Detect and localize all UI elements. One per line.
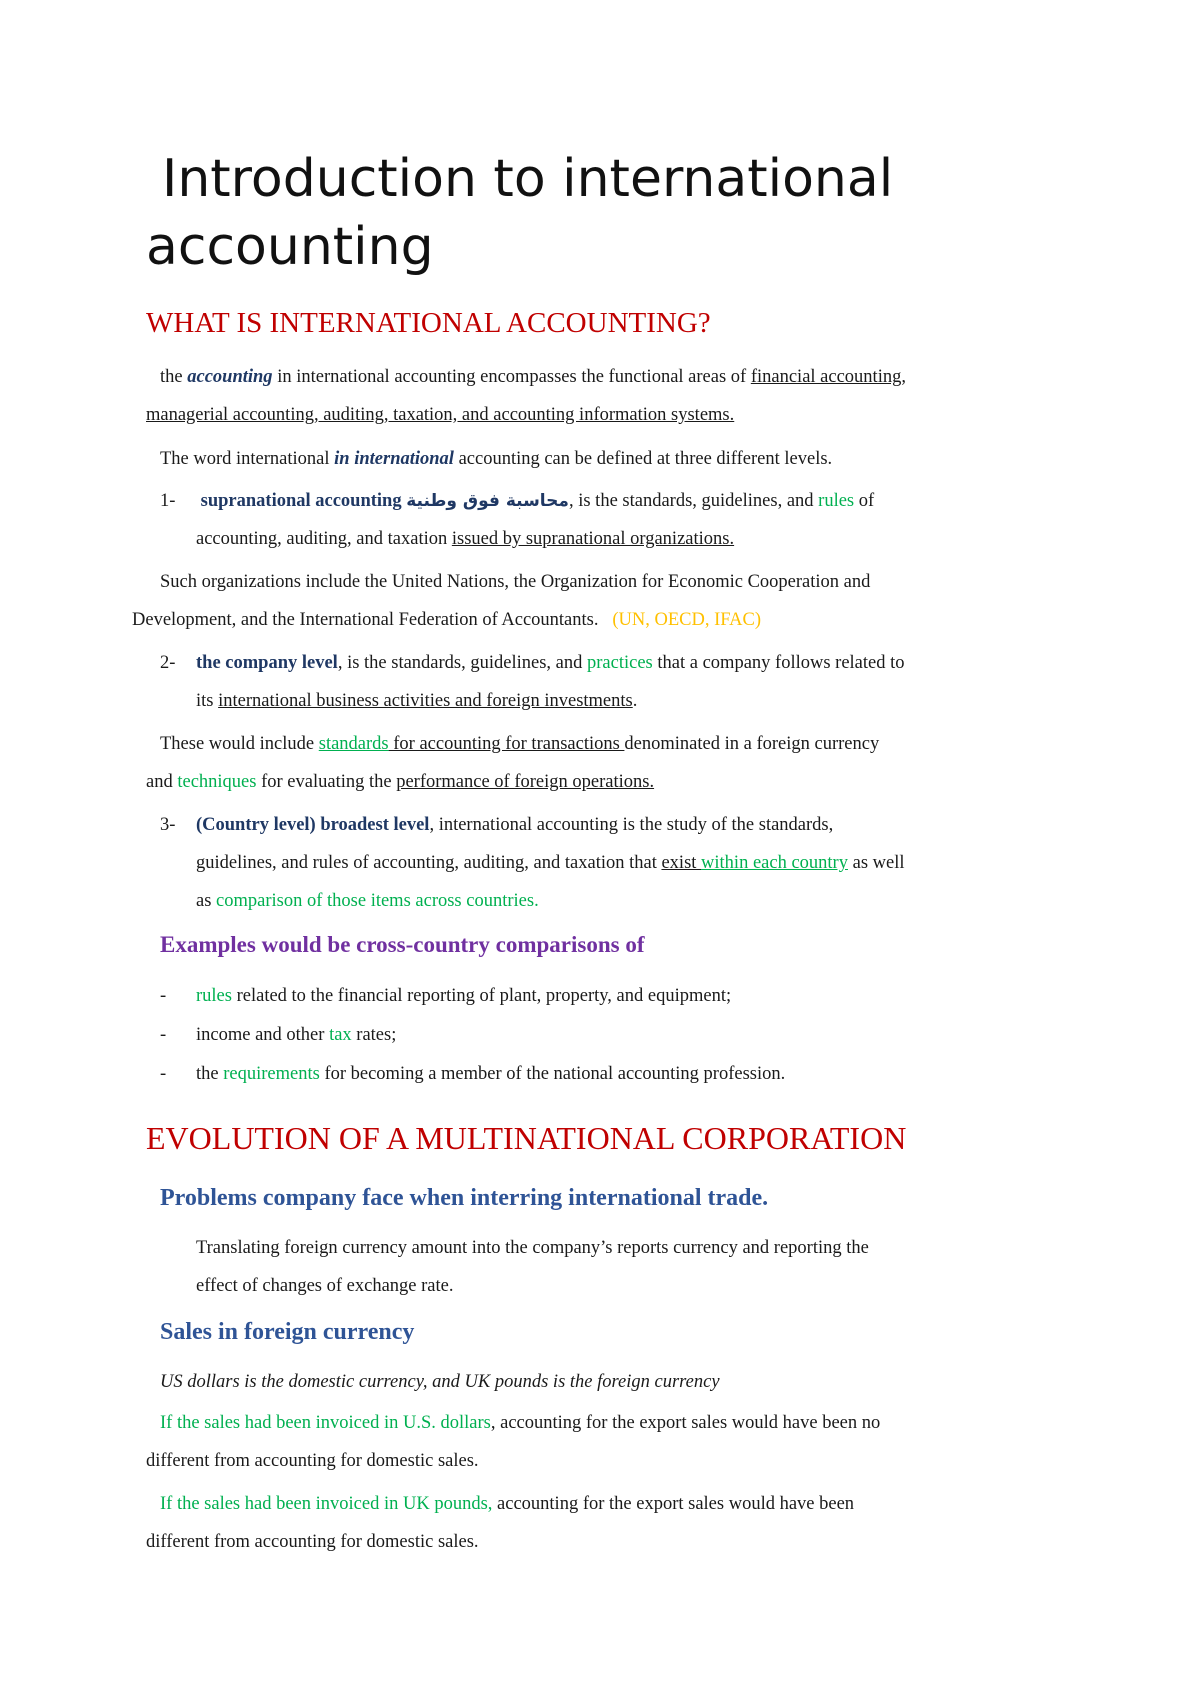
list-number: 3- [160, 815, 176, 835]
list-item-supranational: 1- supranational accounting محاسبة فوق وطنية, is the standards, guidelines, and rules of accounting, auditing, and taxation issued by supranational organizations. [160, 482, 1080, 558]
bullet-dash: - [160, 1025, 167, 1045]
list-number: 1- [160, 491, 176, 511]
bullet-dash: - [160, 986, 167, 1006]
document-title [146, 145, 1046, 281]
bullet-item-tax: - income and other tax rates; [160, 1016, 1080, 1054]
title-line-1: Introduction to international [162, 149, 894, 209]
list-item-country-level: 3- (Country level) broadest level, international accounting is the study of the standards, guidelines, and rules of accounting, auditing, and taxation that exist within each country as well as comparison of those items across countries. [160, 806, 1080, 920]
examples-heading: Examples would be cross-country comparisons of [160, 932, 645, 957]
paragraph-usd-invoice: If the sales had been invoiced in U.S. dollars, accounting for the export sales would have been no different from accounting for domestic sales. [146, 1413, 881, 1471]
list-number: 2- [160, 653, 176, 673]
list-item-company-level: 2- the company level, is the standards, guidelines, and practices that a company follows related to its international business activities and foreign investments. [160, 644, 1080, 720]
subheading-sales-foreign-currency: Sales in foreign currency [160, 1319, 415, 1345]
emphasis-accounting: accounting [187, 367, 273, 387]
emphasis-in-international: in international [334, 449, 454, 469]
title-line-2: accounting [146, 217, 434, 277]
bullet-item-rules: - rules related to the financial reporting of plant, property, and equipment; [160, 977, 1080, 1015]
paragraph-gbp-invoice: If the sales had been invoiced in UK pounds, accounting for the export sales would have been different from accounting for domestic sales. [146, 1494, 855, 1552]
bullet-item-requirements: - the requirements for becoming a member of the national accounting profession. [160, 1055, 1080, 1093]
subheading-problems: Problems company face when interring international trade. [160, 1185, 769, 1211]
abbreviations-badge: (UN, OECD, IFAC) [612, 610, 762, 630]
section-heading-evolution: EVOLUTION OF A MULTINATIONAL CORPORATION [146, 1120, 907, 1156]
note-currencies: US dollars is the domestic currency, and UK pounds is the foreign currency [160, 1372, 720, 1392]
arabic-term: محاسبة فوق وطنية [406, 491, 569, 511]
bullet-dash: - [160, 1064, 167, 1084]
paragraph-organizations: Such organizations include the United Nations, the Organization for Economic Cooperation and Development, and the International Federation of Accountants. (UN, OECD, IFAC) [132, 572, 871, 630]
paragraph-translating: Translating foreign currency amount into the company’s reports currency and reporting the effect of changes of exchange rate. [196, 1238, 869, 1296]
paragraph-definition: the accounting in international accounting encompasses the functional areas of financial accounting, managerial accounting, auditing, taxation, and accounting information systems. [146, 367, 906, 425]
paragraph-three-levels: The word international in international accounting can be defined at three different levels. [160, 449, 833, 469]
section-heading-what-is: WHAT IS INTERNATIONAL ACCOUNTING? [146, 307, 711, 339]
paragraph-standards: These would include standards for accounting for transactions denominated in a foreign currency and techniques for evaluating the performance of foreign operations. [146, 734, 880, 792]
